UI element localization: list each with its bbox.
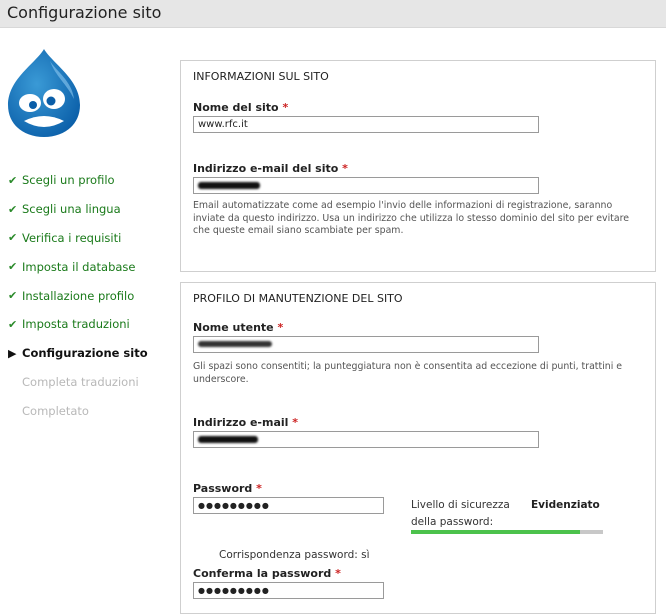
drupal-logo-icon [4, 47, 84, 139]
step-scegli-profilo [8, 166, 178, 195]
username-input[interactable] [193, 336, 539, 353]
step-configurazione-sito [8, 339, 178, 368]
step-label: Verifica i requisiti [22, 230, 122, 245]
check-icon: ✔ [8, 317, 18, 331]
strength-bar [411, 530, 603, 534]
site-name-label: Nome del sito * [193, 101, 289, 114]
step-verifica-requisiti [8, 224, 178, 253]
redacted-email [198, 182, 260, 189]
check-icon: ✔ [8, 202, 18, 216]
required-marker: * [335, 567, 341, 580]
check-icon: ✔ [8, 260, 18, 274]
site-info-legend: INFORMAZIONI SUL SITO [193, 70, 329, 83]
password-match-status: Corrispondenza password: sì [219, 549, 370, 561]
strength-bar-fill [411, 530, 580, 534]
required-marker: * [277, 321, 284, 334]
step-label: Completa traduzioni [22, 374, 139, 389]
step-label: Configurazione sito [22, 346, 148, 361]
admin-email-input[interactable] [193, 431, 539, 448]
check-icon: ✔ [8, 289, 18, 303]
maintenance-legend: PROFILO DI MANUTENZIONE DEL SITO [193, 292, 403, 305]
password-label: Password * [193, 482, 262, 495]
username-label: Nome utente * [193, 321, 284, 334]
confirm-password-input[interactable]: ●●●●●●●●● [193, 582, 384, 599]
site-email-input[interactable] [193, 177, 539, 194]
redacted-username [198, 341, 272, 347]
username-description: Gli spazi sono consentiti; la punteggiatura non è consentita ad eccezione di punti, trattini e underscore. [193, 361, 623, 385]
step-label: Installazione profilo [22, 288, 135, 303]
step-completato [8, 396, 178, 425]
confirm-password-label: Conferma la password * [193, 567, 341, 580]
page-header [0, 0, 666, 28]
triangle-right-icon: ▶ [8, 346, 17, 360]
page-title: Configurazione sito [7, 3, 162, 22]
step-imposta-database [8, 252, 178, 281]
step-scegli-lingua [8, 195, 178, 224]
site-email-description: Email automatizzate come ad esempio l'invio delle informazioni di registrazione, saranno inviate da questo indirizzo. Usa un indirizzo che utilizza lo stesso dominio del sito per evitare che queste email siano scambiate per spam. [193, 200, 630, 236]
strength-label-cont: della password: [411, 516, 494, 528]
required-marker: * [292, 416, 299, 429]
install-steps [8, 166, 178, 425]
redacted-email [198, 436, 258, 443]
check-icon: ✔ [8, 173, 18, 187]
step-completa-traduzioni [8, 368, 178, 397]
site-info-fieldset [180, 60, 656, 272]
password-input[interactable]: ●●●●●●●●● [193, 497, 384, 514]
site-name-input[interactable] [193, 116, 539, 133]
step-installazione-profilo [8, 281, 178, 310]
step-imposta-traduzioni [8, 310, 178, 339]
step-label: Imposta il database [22, 259, 136, 274]
admin-email-label: Indirizzo e-mail * [193, 416, 299, 429]
step-label: Completato [22, 403, 89, 418]
strength-label: Livello di sicurezza [411, 499, 510, 511]
required-marker: * [342, 162, 348, 175]
maintenance-fieldset [180, 282, 656, 614]
step-label: Imposta traduzioni [22, 317, 130, 332]
step-label: Scegli una lingua [22, 202, 121, 217]
strength-value: Evidenziato [531, 499, 600, 511]
step-label: Scegli un profilo [22, 173, 115, 188]
required-marker: * [256, 482, 262, 495]
check-icon: ✔ [8, 231, 18, 245]
site-email-label: Indirizzo e-mail del sito * [193, 162, 348, 175]
required-marker: * [282, 101, 289, 114]
